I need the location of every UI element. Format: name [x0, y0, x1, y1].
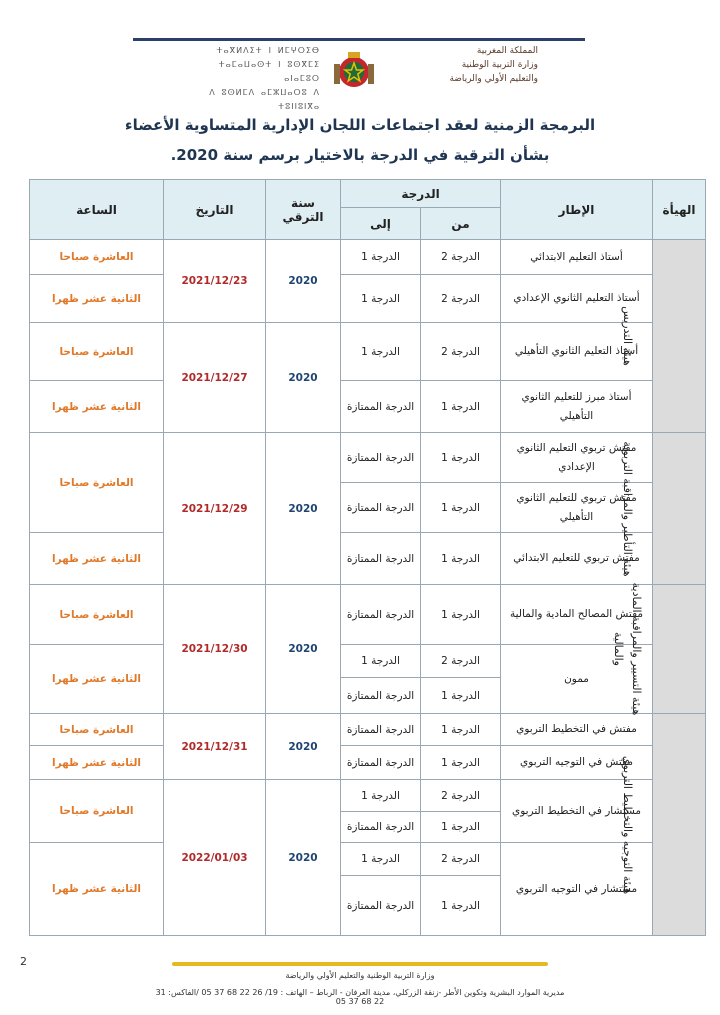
meeting-date: 2021/12/29: [164, 433, 266, 585]
promotion-year: 2020: [266, 433, 341, 585]
meeting-time: الثانية عشر ظهرا: [30, 533, 164, 585]
grade-from: الدرجة 2: [421, 843, 501, 876]
grade-from: الدرجة 2: [421, 323, 501, 381]
promotion-year: 2020: [266, 240, 341, 323]
grade-from: الدرجة 2: [421, 275, 501, 323]
promotion-year: 2020: [266, 780, 341, 936]
meeting-time: العاشرة صباحا: [30, 780, 164, 843]
grade-to: الدرجة الممتازة: [341, 812, 421, 843]
header-to: إلى: [341, 208, 421, 240]
cadre-cell: أستاذ مبرز للتعليم الثانوي التأهيلي: [501, 381, 653, 433]
cadre-cell: أستاذ التعليم الثانوي الإعدادي: [501, 275, 653, 323]
grade-from: الدرجة 1: [421, 381, 501, 433]
ministry-line: والتعليم الأولي والرياضة: [449, 74, 538, 84]
grade-to: الدرجة 1: [341, 843, 421, 876]
footer-rule: [172, 962, 548, 966]
meeting-time: العاشرة صباحا: [30, 585, 164, 645]
meeting-time: الثانية عشر ظهرا: [30, 645, 164, 714]
cadre-cell: مفتش المصالح المادية والمالية: [501, 585, 653, 645]
coat-of-arms-icon: [332, 48, 376, 92]
grade-to: الدرجة 1: [341, 645, 421, 678]
grade-to: الدرجة الممتازة: [341, 433, 421, 483]
grade-from: الدرجة 1: [421, 533, 501, 585]
grade-to: الدرجة الممتازة: [341, 714, 421, 746]
meeting-date: 2021/12/31: [164, 714, 266, 780]
grade-from: الدرجة 1: [421, 585, 501, 645]
header-cadre: الإطار: [501, 180, 653, 240]
ministry-name-arabic: [388, 44, 538, 86]
header-from: من: [421, 208, 501, 240]
tifinagh-line: ⵜⴰⴳⵍⴷⵉⵜ ⵏ ⵍⵎⵖⵔⵉⴱ: [216, 46, 320, 55]
meeting-time: الثانية عشر ظهرا: [30, 275, 164, 323]
cadre-cell: مفتش تربوي للتعليم الثانوي التأهيلي: [501, 483, 653, 533]
header-grade: الدرجة: [341, 180, 501, 208]
grade-to: الدرجة الممتازة: [341, 746, 421, 780]
grade-to: الدرجة الممتازة: [341, 585, 421, 645]
grade-to: الدرجة 1: [341, 323, 421, 381]
meeting-date: 2022/01/03: [164, 780, 266, 936]
grade-to: الدرجة الممتازة: [341, 876, 421, 936]
header-date: التاريخ: [164, 180, 266, 240]
schedule-table: [29, 179, 706, 936]
page-number: 2: [20, 955, 27, 968]
cadre-cell: مفتش تربوي للتعليم الابتدائي: [501, 533, 653, 585]
meeting-time: العاشرة صباحا: [30, 433, 164, 533]
body-supervision: هيئة التأطير والمراقبة التربوية: [653, 433, 706, 585]
grade-to: الدرجة الممتازة: [341, 678, 421, 714]
grade-to: الدرجة الممتازة: [341, 381, 421, 433]
cadre-cell: مفتش تربوي التعليم الثانوي الإعدادي: [501, 433, 653, 483]
header-year: سنة الترقي: [266, 180, 341, 240]
header-time: الساعة: [30, 180, 164, 240]
grade-to: الدرجة 1: [341, 240, 421, 275]
promotion-year: 2020: [266, 585, 341, 714]
meeting-time: الثانية عشر ظهرا: [30, 381, 164, 433]
grade-from: الدرجة 2: [421, 240, 501, 275]
grade-from: الدرجة 1: [421, 746, 501, 780]
grade-to: الدرجة 1: [341, 780, 421, 812]
meeting-time: الثانية عشر ظهرا: [30, 746, 164, 780]
footer-ministry: وزارة التربية الوطنية والتعليم الأولي والرياضة: [285, 971, 435, 980]
cadre-cell: مفتش في التخطيط التربوي: [501, 714, 653, 746]
tifinagh-line: ⴷ ⵓⵙⵍⵎⴷ ⴰⵎⵣⵡⴰⵔⵓ ⴷ ⵜⵓⵏⵏⵓⵏⴳⴰ: [209, 88, 320, 111]
promotion-year: 2020: [266, 714, 341, 780]
cadre-cell: أستاذ التعليم الثانوي التأهيلي: [501, 323, 653, 381]
tifinagh-line: ⵜⴰⵎⴰⵡⴰⵙⵜ ⵏ ⵓⵙⴳⵎⵉ ⴰⵏⴰⵎⵓⵔ: [218, 60, 320, 83]
meeting-time: العاشرة صباحا: [30, 240, 164, 275]
meeting-time: الثانية عشر ظهرا: [30, 843, 164, 936]
grade-to: الدرجة الممتازة: [341, 533, 421, 585]
ministry-name-tifinagh: [190, 44, 320, 114]
grade-from: الدرجة 1: [421, 812, 501, 843]
grade-from: الدرجة 1: [421, 483, 501, 533]
ministry-line: وزارة التربية الوطنية: [461, 60, 538, 70]
cadre-cell: مفتش في التوجيه التربوي: [501, 746, 653, 780]
meeting-time: العاشرة صباحا: [30, 323, 164, 381]
body-teaching: هيئة التدريس: [653, 240, 706, 433]
grade-from: الدرجة 1: [421, 433, 501, 483]
meeting-time: العاشرة صباحا: [30, 714, 164, 746]
footer-address: مديرية الموارد البشرية وتكوين الأطر -زنقة الزركلي، مدينة العرفان - الرباط – الهاتف : 19/ 26 22 68 37 05 /الفاكس: 31 22 68 37 05: [155, 988, 565, 1006]
cadre-cell: ممون: [501, 645, 653, 714]
grade-from: الدرجة 1: [421, 876, 501, 936]
grade-from: الدرجة 1: [421, 714, 501, 746]
body-guidance-planning: هيئة التوجيه والتخطيط التربوي: [653, 714, 706, 936]
cadre-cell: أستاذ التعليم الابتدائي: [501, 240, 653, 275]
body-management: هيئة التسيير والمراقبة المادية والمالية: [653, 585, 706, 714]
grade-from: الدرجة 2: [421, 780, 501, 812]
document-title: البرمجة الزمنية لعقد اجتماعات اللجان الإدارية المتساوية الأعضاء: [124, 116, 596, 134]
document-subtitle: بشأن الترقية في الدرجة بالاختيار برسم سنة 2020.: [170, 146, 550, 164]
header-body: الهيأة: [653, 180, 706, 240]
ministry-line: المملكة المغربية: [476, 46, 538, 56]
meeting-date: 2021/12/30: [164, 585, 266, 714]
grade-from: الدرجة 2: [421, 645, 501, 678]
meeting-date: 2021/12/23: [164, 240, 266, 323]
grade-to: الدرجة 1: [341, 275, 421, 323]
cadre-cell: مستشار في التوجيه التربوي: [501, 843, 653, 936]
promotion-year: 2020: [266, 323, 341, 433]
meeting-date: 2021/12/27: [164, 323, 266, 433]
grade-to: الدرجة الممتازة: [341, 483, 421, 533]
cadre-cell: مستشار في التخطيط التربوي: [501, 780, 653, 843]
grade-from: الدرجة 1: [421, 678, 501, 714]
header-rule: [133, 38, 585, 41]
